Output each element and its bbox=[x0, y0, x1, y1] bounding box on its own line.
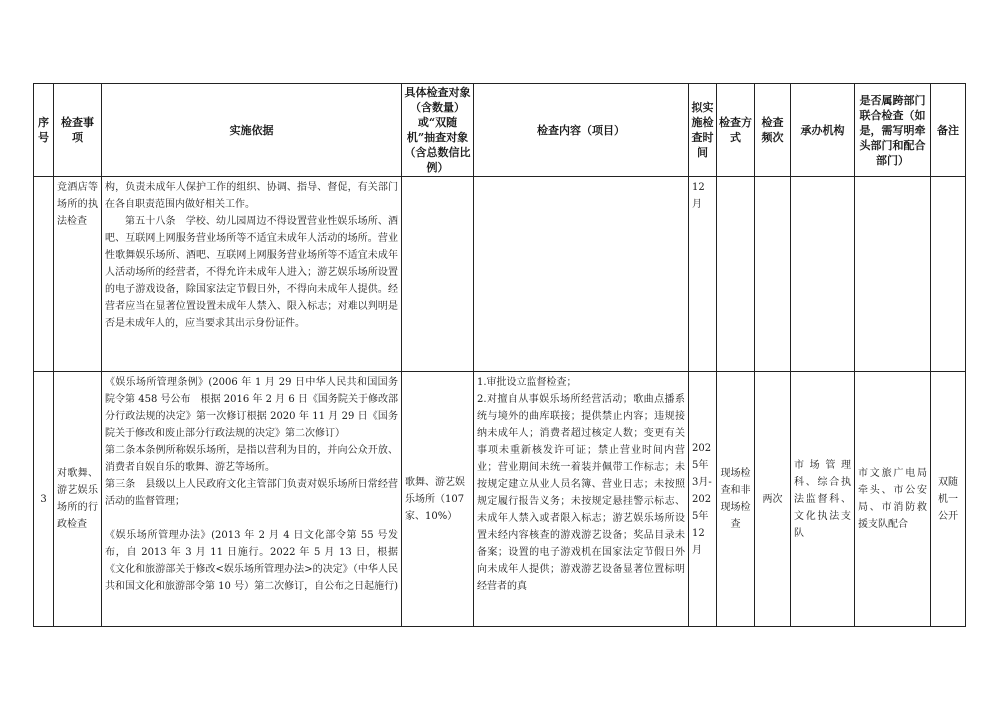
row1-object bbox=[402, 177, 474, 372]
row2-basis-spacer bbox=[105, 510, 398, 527]
row2-content bbox=[474, 372, 689, 627]
row2-object: 歌舞、游艺娱乐场所（107 家、10%） bbox=[402, 372, 474, 627]
header-method: 检查方式 bbox=[717, 84, 755, 177]
row2-content-item: 1.审批设立监督检查； bbox=[477, 377, 577, 388]
header-seq: 序号 bbox=[34, 84, 54, 177]
header-item: 检查事项 bbox=[54, 84, 102, 177]
row1-remark bbox=[931, 177, 966, 372]
row1-basis bbox=[102, 177, 402, 372]
row1-time: 12月 bbox=[689, 177, 717, 372]
row1-item: 竞酒店等场所的执法检查 bbox=[54, 177, 102, 372]
row2-content-item: 2.对擅自从事娱乐场所经营活动；歌曲点播系统与境外的曲库联接；提供禁止内容；违规接纳未成年人；消费者超过核定人数；变更有关事项未重新核发许可证；禁止营业时间内营业；营业期间未统一着装并佩带工作标志；未按规定建立从业人员名簿、营业日志；未按照规定履行报告义务；未按规定悬挂警示标志、未成年人禁入或者限入标志；游艺娱乐场所设置未经内容核查的游戏游艺设备；奖品目录未备案；设置的电子游戏机在国家法定节假日外向未成年人提供；游戏游艺设备显著位置标明经营者的真 bbox=[477, 394, 685, 592]
row2-freq: 两次 bbox=[755, 372, 791, 627]
row2-seq: 3 bbox=[34, 372, 54, 627]
header-basis: 实施依据 bbox=[102, 84, 402, 177]
row1-content bbox=[474, 177, 689, 372]
row1-joint bbox=[855, 177, 931, 372]
header-joint: 是否属跨部门联合检查（如是，需写明牵头部门和配合部门） bbox=[855, 84, 931, 177]
row1-basis-para: 第五十八条 学校、幼儿园周边不得设置营业性娱乐场所、酒吧、互联网上网服务营业场所等不适宜未成年人活动的场所。营业性歌舞娱乐场所、酒吧、互联网上网服务营业场所等不适宜未成年人活动场所的经营者，不得允许未成年人进入；游艺娱乐场所设置的电子游戏设备，除国家法定节假日外，不得向未成年人提供。经营者应当在显著位置设置未成年人禁入、限入标志；对难以判明是否是未成年人的，应当要求其出示身份证件。 bbox=[105, 216, 398, 329]
header-agency: 承办机构 bbox=[791, 84, 855, 177]
row2-basis-para: 第三条 县级以上人民政府文化主管部门负责对娱乐场所日常经营活动的监督管理； bbox=[105, 479, 398, 507]
row2-basis-para: 《娱乐场所管理条例》(2006 年 1 月 29 日中华人民共和国国务院令第 458 号公布 根据 2016 年 2 月 6 日《国务院关于修改部分行政法规的决定》第一次修订根据 2020 年 11 月 29 日《国务院关于修改和废止部分行政法规的决定》第二次修订） bbox=[105, 377, 398, 439]
header-object: 具体检查对象（含数量）或“双随机”抽查对象（含总数信比例） bbox=[402, 84, 474, 177]
row1-method bbox=[717, 177, 755, 372]
table-row bbox=[34, 177, 966, 372]
header-content: 检查内容（项目） bbox=[474, 84, 689, 177]
row1-seq bbox=[34, 177, 54, 372]
header-freq: 检查频次 bbox=[755, 84, 791, 177]
row1-freq bbox=[755, 177, 791, 372]
row2-item: 对歌舞、游艺娱乐场所的行政检查 bbox=[54, 372, 102, 627]
row2-basis-para: 第二条本条例所称娱乐场所，是指以营利为目的，并向公众开放、消费者自娱自乐的歌舞、游艺等场所。 bbox=[105, 445, 398, 473]
row2-time: 2025年3月-2025年12月 bbox=[689, 372, 717, 627]
row2-joint: 市文旅广电局牵头、市公安局、市消防救援支队配合 bbox=[855, 372, 931, 627]
row2-method: 现场检查和非现场检查 bbox=[717, 372, 755, 627]
table-row bbox=[34, 372, 966, 627]
row1-agency bbox=[791, 177, 855, 372]
row2-basis bbox=[102, 372, 402, 627]
inspection-plan-table bbox=[33, 83, 966, 627]
row2-remark: 双随机一公开 bbox=[931, 372, 966, 627]
header-remark: 备注 bbox=[931, 84, 966, 177]
row2-basis-para: 《娱乐场所管理办法》(2013 年 2 月 4 日文化部令第 55 号发布，自 2013 年 3 月 11 日施行。2022 年 5 月 13 日，根据《文化和旅游部关于修改<娱乐场所管理办法>的决定》（中华人民共和国文化和旅游部令第 10 号）第二次修订，自公布之日起施行) bbox=[105, 530, 398, 592]
row1-basis-para: 构，负责未成年人保护工作的组织、协调、指导、督促，有关部门在各自职责范围内做好相关工作。 bbox=[105, 182, 398, 210]
header-time: 拟实施检查时间 bbox=[689, 84, 717, 177]
row2-agency: 市场管理科、综合执法监督科、文化执法支队 bbox=[791, 372, 855, 627]
table-header-row bbox=[34, 84, 966, 177]
